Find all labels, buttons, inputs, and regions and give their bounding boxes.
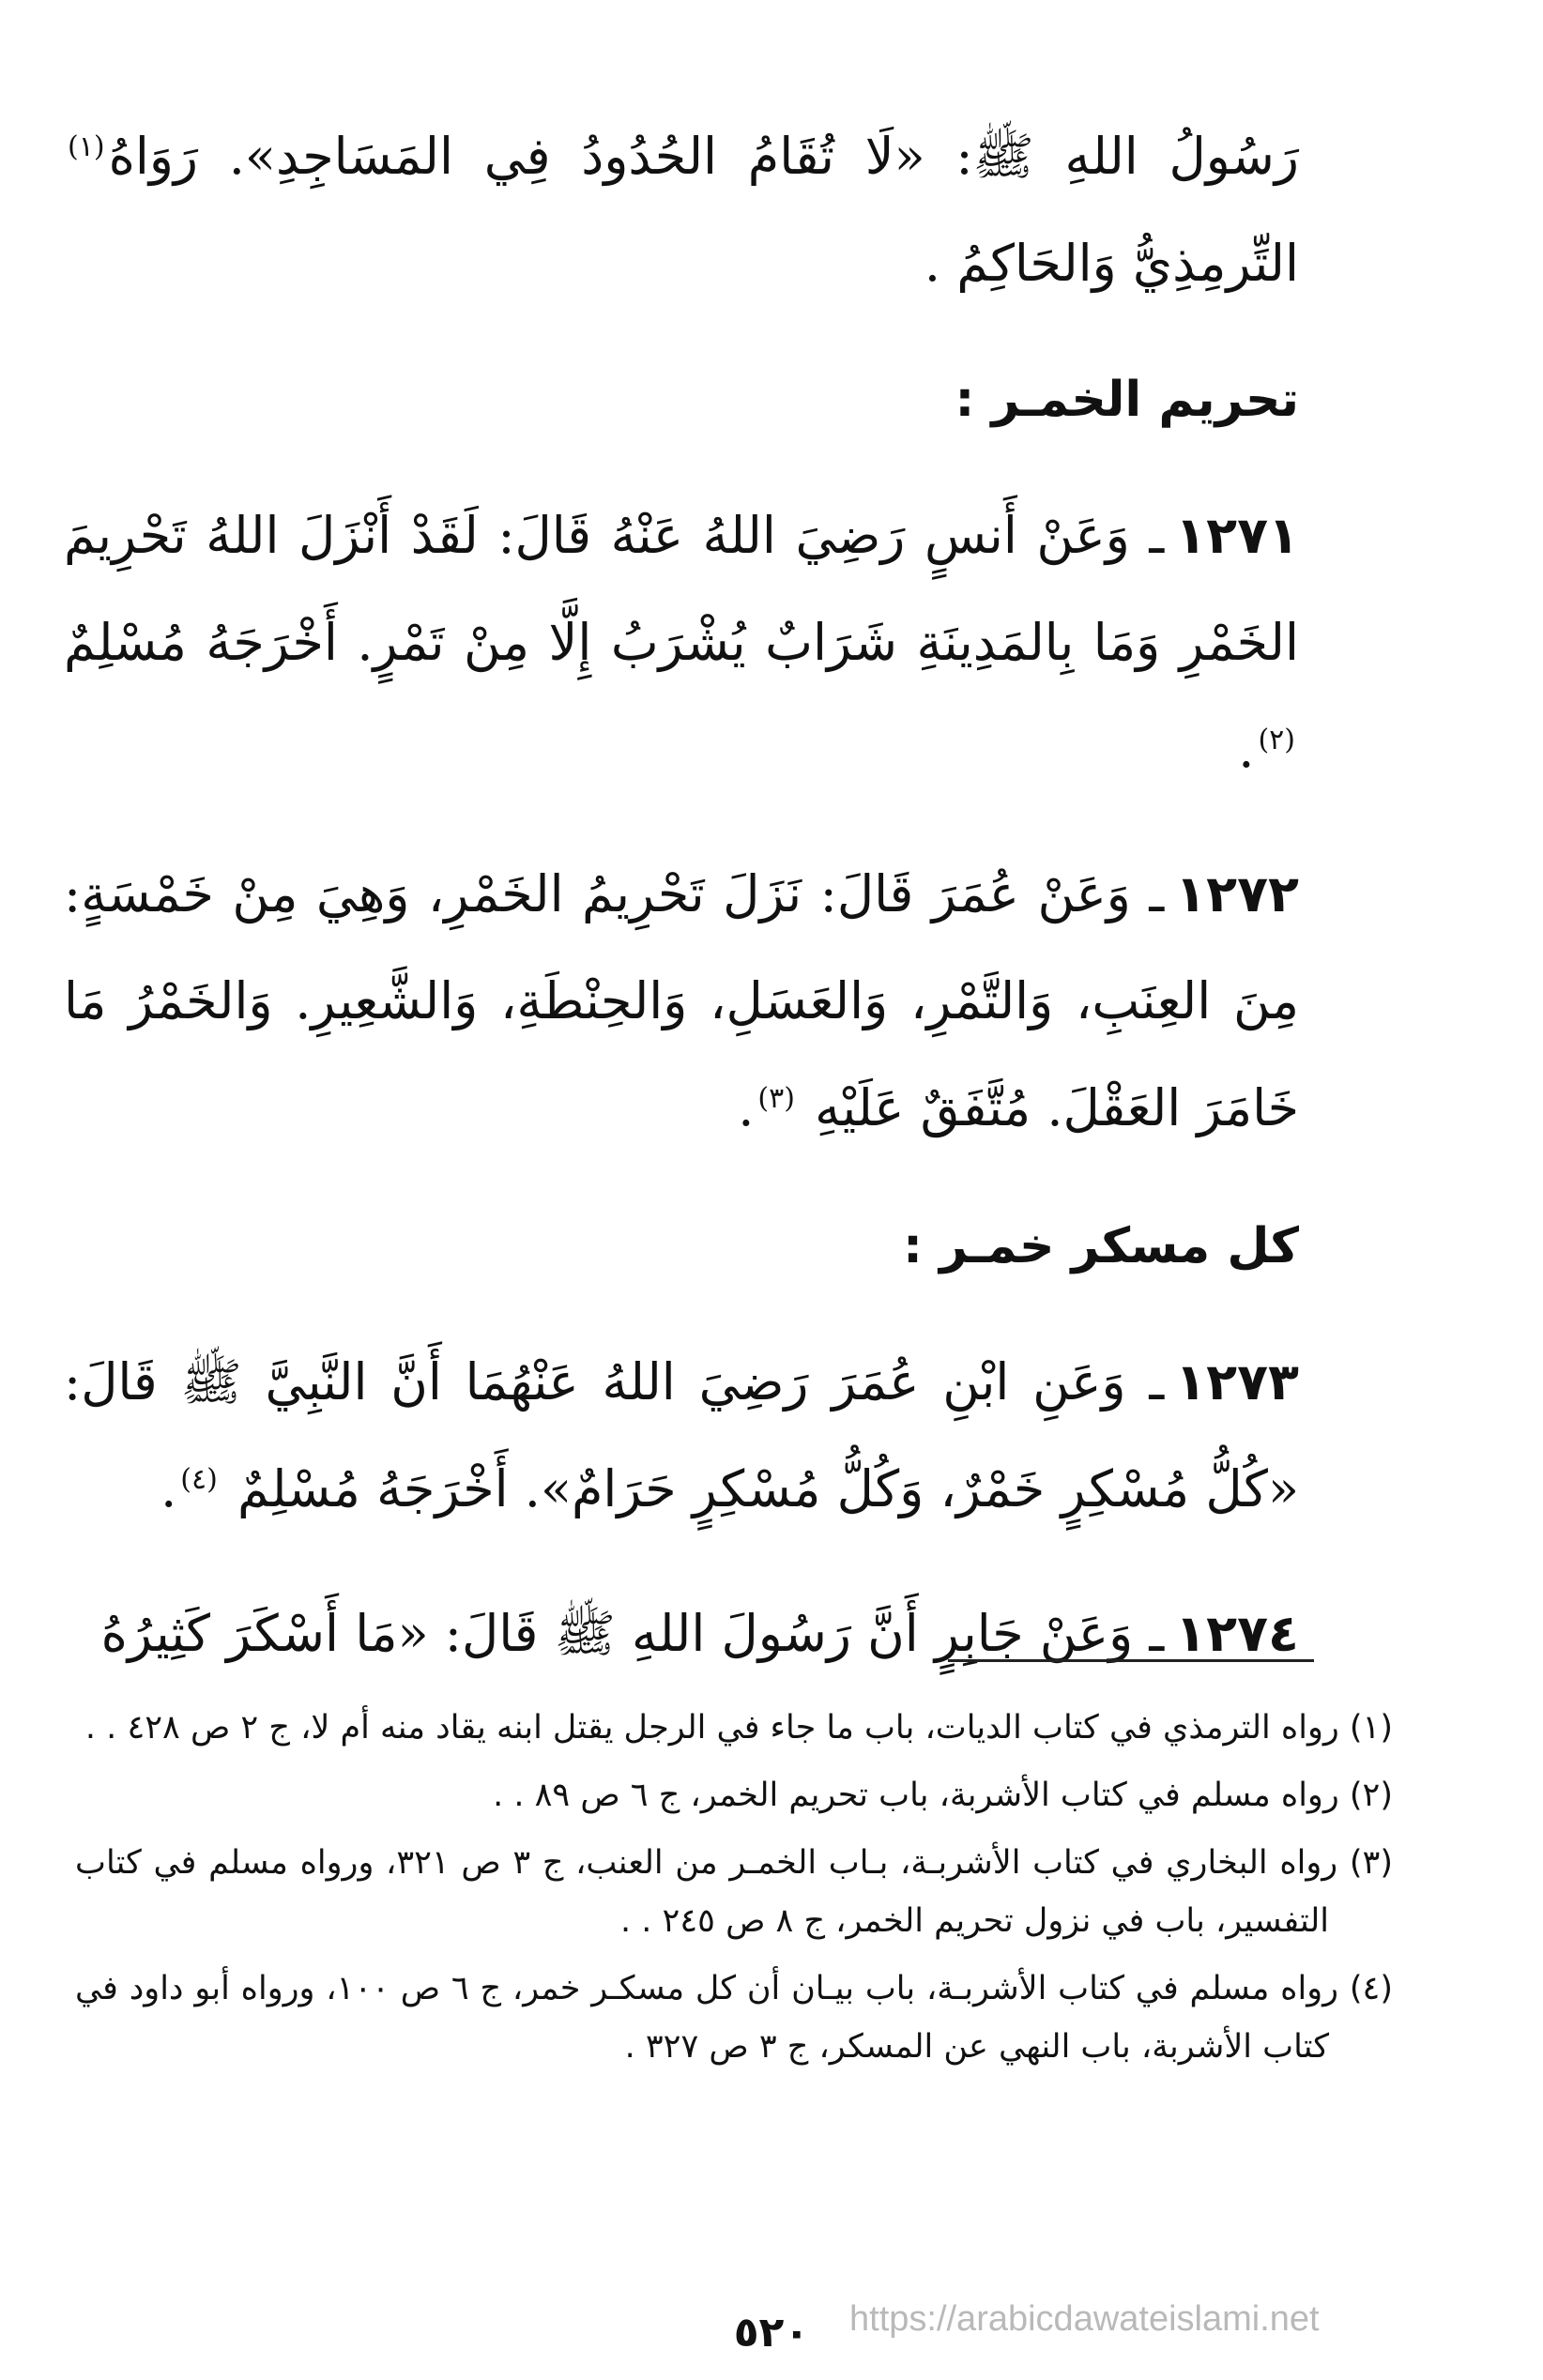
section-heading-every-intoxicant: كل مسكر خمـر : — [903, 1218, 1299, 1274]
continuation-text: رَسُولُ اللهِ ﷺ: «لَا تُقَامُ الحُدُودُ فِي المَسَاجِدِ». رَوَاهُ — [108, 127, 1299, 186]
hadith-text: ـ وَعَنْ عُمَرَ قَالَ: نَزَلَ تَحْرِيمُ الخَمْرِ، وَهِيَ مِنْ خَمْسَةٍ: مِنَ العِنَبِ، وَالتَّمْرِ، وَالعَسَلِ، وَالحِنْطَةِ، وَالشَّعِيرِ. وَالخَمْرُ مَا خَامَرَ العَقْلَ. مُتَّفَقٌ عَلَيْهِ — [64, 864, 1299, 1137]
footnote-divider — [948, 1659, 1314, 1662]
section-heading-wine-prohibition: تحريم الخمـر : — [955, 372, 1299, 428]
main-text — [64, 103, 1299, 1725]
continuation-paragraph — [64, 103, 1299, 317]
footnote-ref-1[interactable]: (١) — [68, 130, 105, 163]
hadith-text: ـ وَعَنْ جَابِرٍ أَنَّ رَسُولَ اللهِ ﷺ قَالَ: «مَا أَسْكَرَ كَثِيرُهُ — [100, 1604, 1165, 1663]
hadith-number: ١٢٧٤ — [1175, 1604, 1299, 1663]
hadith-text: ـ وَعَنْ أَنسٍ رَضِيَ اللهُ عَنْهُ قَالَ: لَقَدْ أَنْزَلَ اللهُ تَحْرِيمَ الخَمْرِ وَمَا بِالمَدِينَةِ شَرَابٌ يُشْرَبُ إِلَّا مِنْ تَمْرٍ. أَخْرَجَهُ مُسْلِمٌ — [64, 506, 1299, 672]
footnote-4: (٤) رواه مسلم في كتاب الأشربـة، باب بيـان أن كل مسكـر خمر، ج ٦ ص ١٠٠، ورواه أبو داود في كتاب الأشربة، باب النهي عن المسكر، ج ٣ ص ٣٢٧ . — [75, 1970, 1393, 2066]
hadith-text: ـ وَعَنِ ابْنِ عُمَرَ رَضِيَ اللهُ عَنْهُمَا أَنَّ النَّبِيَّ ﷺ قَالَ: «كُلُّ مُسْكِرٍ خَمْرٌ، وَكُلُّ مُسْكِرٍ حَرَامٌ». أَخْرَجَهُ مُسْلِمٌ — [64, 1352, 1299, 1518]
watermark-url: https://arabicdawateislami.net — [849, 2299, 1320, 2339]
continuation-end: التِّرمِذِيُّ وَالحَاكِمُ . — [924, 234, 1299, 293]
hadith-end: . — [738, 1078, 755, 1137]
footnote-ref-2[interactable]: (٢) — [1258, 724, 1295, 756]
hadith-end: . — [160, 1459, 177, 1518]
footnotes — [75, 1699, 1393, 2085]
hadith-1273 — [64, 1329, 1299, 1543]
footnote-1: (١) رواه الترمذي في كتاب الديات، باب ما جاء في الرجل يقتل ابنه يقاد منه أم لا، ج ٢ ص ٤٢٨ . . — [84, 1709, 1393, 1747]
hadith-end: . — [1238, 720, 1255, 779]
hadith-1274 — [64, 1580, 1299, 1687]
hadith-number: ١٢٧٣ — [1175, 1352, 1299, 1411]
hadith-number: ١٢٧١ — [1175, 506, 1299, 565]
hadith-1272 — [64, 841, 1299, 1162]
footnote-2: (٢) رواه مسلم في كتاب الأشربة، باب تحريم الخمر، ج ٦ ص ٨٩ . . — [493, 1777, 1393, 1814]
page-number: ٥٢٠ — [733, 2309, 810, 2357]
hadith-number: ١٢٧٢ — [1175, 864, 1299, 923]
footnote-3: (٣) رواه البخاري في كتاب الأشربـة، بـاب الخمـر من العنب، ج ٣ ص ٣٢١، ورواه مسلم في كتاب التفسير، باب في نزول تحريم الخمر، ج ٨ ص ٢٤٥ . . — [75, 1844, 1393, 1940]
footnote-ref-4[interactable]: (٤) — [180, 1463, 218, 1496]
hadith-1271 — [64, 482, 1299, 803]
footnote-ref-3[interactable]: (٣) — [757, 1082, 795, 1115]
